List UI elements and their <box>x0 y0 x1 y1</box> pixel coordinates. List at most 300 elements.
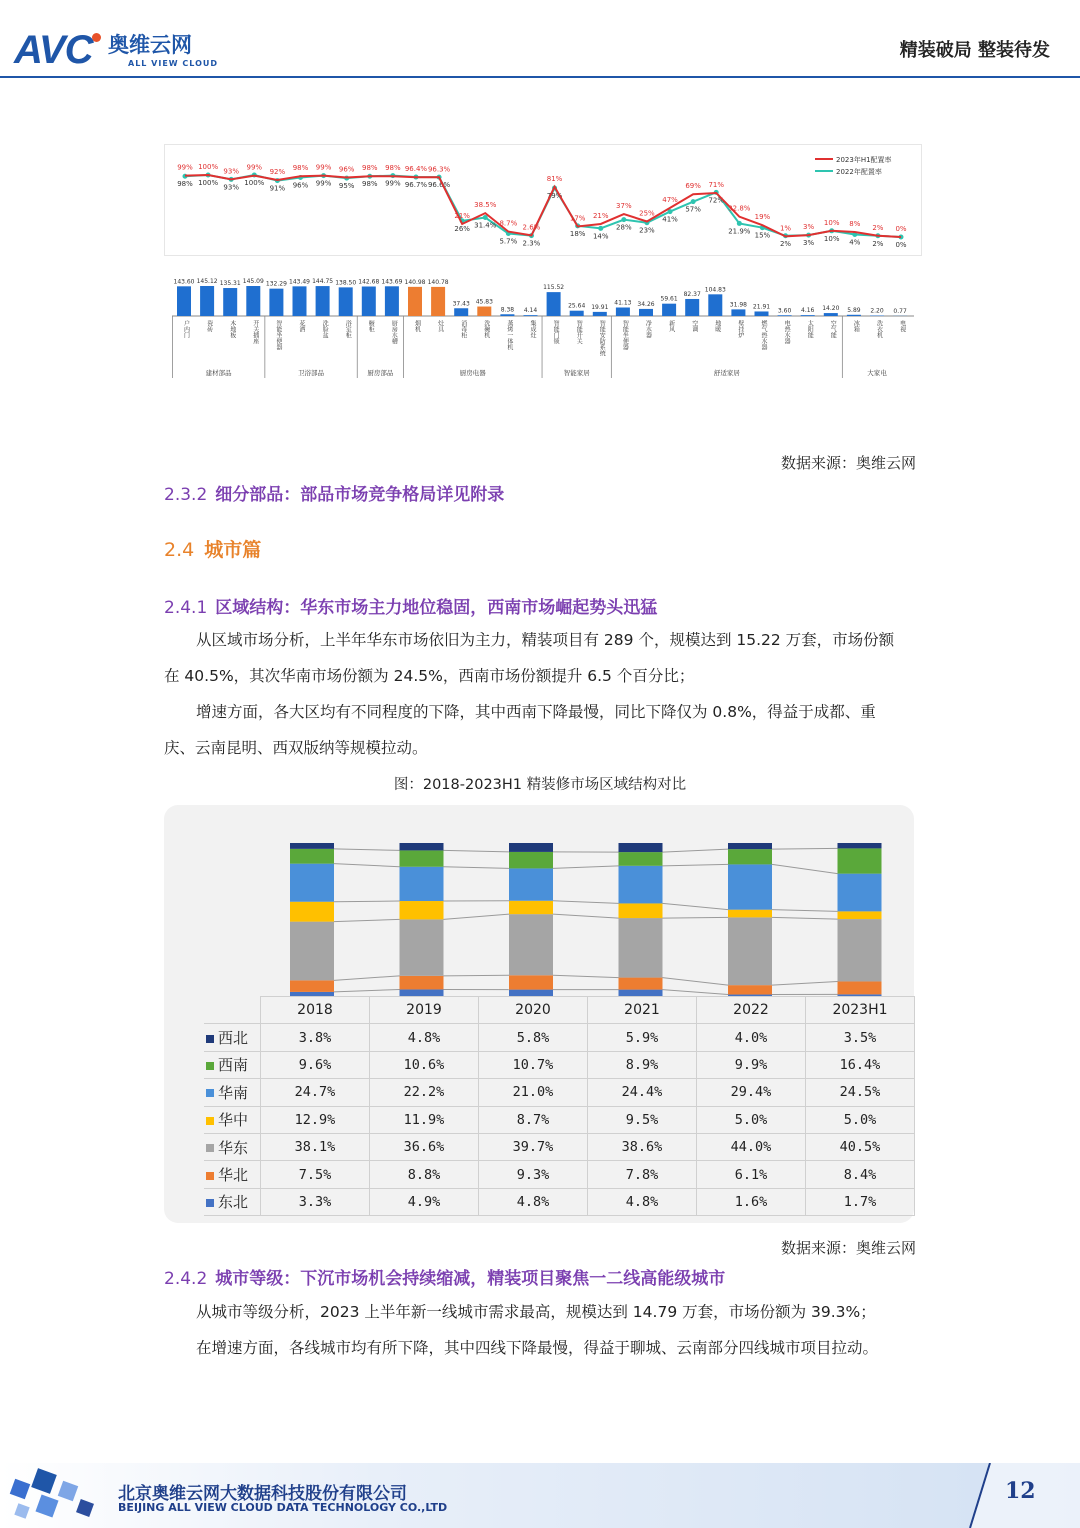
bar-value-label: 14.20 <box>822 305 840 313</box>
logo-dot-icon <box>92 33 101 42</box>
connector-line <box>772 864 838 873</box>
item-label: 洗衣机 <box>875 320 883 338</box>
data-label: 100% <box>244 179 265 187</box>
bar-segment <box>400 867 444 901</box>
column-header: 2021 <box>588 997 697 1024</box>
bar-value-label: 115.52 <box>543 284 565 292</box>
data-label: 3% <box>803 239 815 248</box>
bar-value-label: 142.68 <box>358 278 380 286</box>
connector-line <box>444 914 510 919</box>
bar-segment <box>728 910 772 918</box>
connector-line <box>334 849 400 851</box>
connector-line <box>663 990 729 995</box>
stacked-bar-chart <box>164 805 914 1005</box>
data-cell: 29.4% <box>697 1079 806 1106</box>
section-heading-2-4-2 <box>164 1264 725 1289</box>
series-name: 东北 <box>218 1193 249 1212</box>
connector-line <box>444 975 510 976</box>
data-label: 96% <box>338 165 355 174</box>
table-row <box>204 1051 915 1078</box>
paragraph-line: 在增速方面，各线城市均有所下降，其中四线下降最慢，得益于聊城、云南部分四线城市项目拉动。 <box>196 1339 879 1357</box>
bar-segment <box>400 843 444 850</box>
chart-data-table <box>204 996 915 1216</box>
data-point <box>691 199 696 204</box>
data-cell: 38.6% <box>588 1133 697 1160</box>
data-label: 96.4% <box>404 165 428 174</box>
bar-segment <box>838 843 882 848</box>
bar <box>662 304 676 316</box>
figure-caption: 图：2018-2023H1 精装修市场区域结构对比 <box>393 777 687 793</box>
bar-segment <box>290 980 334 992</box>
data-label: 10% <box>823 234 840 243</box>
data-label: 31.4% <box>474 221 497 230</box>
column-header: 2020 <box>479 997 588 1024</box>
series-label <box>204 1024 261 1051</box>
connector-line <box>772 917 838 919</box>
bar-segment <box>619 903 663 918</box>
item-label: 地暖 <box>713 320 721 332</box>
item-label: 集成灶 <box>529 320 536 338</box>
bar <box>547 292 561 316</box>
connector-line <box>663 917 729 918</box>
data-label: 96.6% <box>427 181 451 190</box>
bar <box>616 307 630 316</box>
bar <box>339 287 353 316</box>
bar-value-label: 140.78 <box>427 278 449 286</box>
bar <box>362 287 376 316</box>
bar-segment <box>728 864 772 909</box>
data-label: 5.7% <box>499 237 518 246</box>
data-label: 99% <box>315 179 332 188</box>
group-label: 智能家居 <box>563 369 590 377</box>
series-name: 华东 <box>218 1138 249 1157</box>
data-label: 99% <box>246 163 263 172</box>
item-label: 开关插座 <box>251 320 259 344</box>
item-label: 智能开关 <box>575 320 583 344</box>
paragraph-line: 从区域市场分析，上半年华东市场依旧为主力，精装项目有 289 个，规模达到 15.22 万套，市场份额 <box>196 631 895 649</box>
data-cell: 3.5% <box>806 1024 915 1051</box>
bar-value-label: 3.60 <box>777 307 792 315</box>
legend-swatch-icon <box>206 1035 214 1043</box>
bar-segment <box>290 864 334 902</box>
data-label: 26% <box>454 224 470 233</box>
legend-swatch-icon <box>206 1117 214 1125</box>
data-cell: 4.8% <box>588 1188 697 1215</box>
data-cell: 22.2% <box>370 1079 479 1106</box>
bar-value-label: 145.12 <box>196 278 218 285</box>
data-cell: 8.9% <box>588 1051 697 1078</box>
data-label: 93% <box>223 183 239 192</box>
data-label: 98% <box>385 164 401 173</box>
item-label: 智能门锁 <box>552 320 560 344</box>
bar-segment <box>509 852 553 868</box>
paragraph-line: 从城市等级分析，2023 上半年新一线城市需求最高，规模达到 14.79 万套，市场份额为 39.3%； <box>196 1303 876 1321</box>
data-label: 100% <box>198 163 219 171</box>
data-label: 28% <box>616 223 632 232</box>
bar-value-label: 143.49 <box>289 278 310 286</box>
group-label: 舒适家居 <box>713 369 740 377</box>
bar <box>477 307 491 316</box>
section-number: 2.4.1 <box>164 598 208 618</box>
connector-line <box>663 978 729 986</box>
data-cell: 5.0% <box>697 1106 806 1133</box>
bar <box>269 289 283 316</box>
data-label: 91% <box>269 184 286 193</box>
bar <box>847 315 861 316</box>
item-label: 消毒柜 <box>459 320 467 338</box>
item-label: 橱柜 <box>367 320 375 332</box>
paragraph-line: 庆、云南昆明、西双版纳等规模拉动。 <box>164 739 428 757</box>
data-cell: 5.9% <box>588 1024 697 1051</box>
item-label: 浴室柜 <box>344 320 352 338</box>
data-source: 数据来源：奥维云网 <box>780 454 916 472</box>
logo-avc: AVC <box>14 28 93 72</box>
data-label: 23% <box>639 226 655 235</box>
bar <box>385 286 399 316</box>
bar-value-label: 145.09 <box>242 278 264 286</box>
group-label: 厨房部品 <box>367 369 394 377</box>
group-label: 大家电 <box>867 369 887 377</box>
item-label: 新风 <box>667 320 675 332</box>
bar-segment <box>838 919 882 981</box>
data-cell: 24.7% <box>261 1079 370 1106</box>
item-label: 冰箱 <box>852 320 860 332</box>
data-label: 2.6% <box>522 223 541 232</box>
connector-line <box>772 848 838 849</box>
logo-cn: 奥维云网 <box>108 33 192 57</box>
connector-line <box>444 850 510 852</box>
series-label <box>204 1161 261 1188</box>
bar-segment <box>509 901 553 914</box>
table-header-row <box>204 997 915 1024</box>
bar-segment <box>619 978 663 990</box>
bar-segment <box>838 874 882 912</box>
data-cell: 4.8% <box>479 1188 588 1215</box>
paragraph-line: 在 40.5%，其次华南市场份额为 24.5%，西南市场份额提升 6.5 个百分比； <box>164 667 695 685</box>
bar-segment <box>290 849 334 864</box>
bar-value-label: 104.83 <box>704 286 726 294</box>
data-cell: 8.8% <box>370 1161 479 1188</box>
item-label: 厨房水槽 <box>390 320 398 344</box>
bar-value-label: 132.29 <box>265 280 287 288</box>
paragraph-city <box>196 1294 926 1366</box>
bar-value-label: 19.91 <box>591 303 609 311</box>
connector-line <box>553 975 619 977</box>
data-cell: 12.9% <box>261 1106 370 1133</box>
column-header: 2018 <box>261 997 370 1024</box>
bar-value-label: 5.89 <box>847 306 861 314</box>
header-divider <box>0 76 1080 78</box>
item-label: 木地板 <box>228 320 236 338</box>
table-row <box>204 1133 915 1160</box>
bar <box>200 286 214 316</box>
bar-value-label: 138.50 <box>335 279 357 287</box>
connector-line <box>334 989 400 991</box>
bar-value-label: 143.60 <box>173 278 195 286</box>
footer-company-cn: 北京奥维云网大数据科技股份有限公司 <box>118 1484 407 1504</box>
bar-segment <box>728 917 772 985</box>
bar <box>316 286 330 316</box>
bar <box>685 299 699 316</box>
series-label <box>204 1106 261 1133</box>
data-label: 96.7% <box>404 181 428 190</box>
bar-value-label: 41.13 <box>614 299 632 307</box>
data-cell: 10.7% <box>479 1051 588 1078</box>
bar-segment <box>728 849 772 864</box>
data-cell: 3.8% <box>261 1024 370 1051</box>
legend-swatch-icon <box>206 1144 214 1152</box>
bar <box>293 286 307 316</box>
data-label: 4% <box>849 238 861 247</box>
item-label: 瓷砖 <box>205 320 213 332</box>
bar-segment <box>838 848 882 873</box>
bar-segment <box>509 868 553 900</box>
bar-segment <box>509 975 553 989</box>
data-cell: 24.5% <box>806 1079 915 1106</box>
data-label: 100% <box>198 179 219 187</box>
bar-segment <box>728 985 772 994</box>
data-label: 21% <box>592 211 609 220</box>
data-label: 99% <box>385 179 401 188</box>
bar <box>177 286 191 316</box>
bar <box>454 308 468 316</box>
section-title: 区域结构：华东市场主力地位稳固，西南市场崛起势头迅猛 <box>215 598 658 618</box>
data-cell: 9.3% <box>479 1161 588 1188</box>
data-cell: 5.0% <box>806 1106 915 1133</box>
series-label <box>204 1188 261 1215</box>
data-label: 96.3% <box>427 165 451 174</box>
top-bar-chart <box>164 270 920 382</box>
connector-line <box>772 981 838 985</box>
data-label: 99% <box>315 163 332 172</box>
bar <box>731 309 745 316</box>
data-label: 98% <box>361 164 378 173</box>
data-cell: 38.1% <box>261 1133 370 1160</box>
bar <box>824 313 838 316</box>
section-heading-2-4 <box>164 535 261 562</box>
data-label: 0% <box>895 241 907 249</box>
series-label <box>204 1079 261 1106</box>
legend-swatch-icon <box>206 1199 214 1207</box>
footer-company-en: BEIJING ALL VIEW CLOUD DATA TECHNOLOGY CO.,LTD <box>118 1501 448 1514</box>
item-label: 智能安防系统 <box>598 320 606 356</box>
data-cell: 9.5% <box>588 1106 697 1133</box>
data-label: 38.5% <box>474 201 497 210</box>
section-heading-2-4-1 <box>164 593 657 618</box>
item-label: 花洒 <box>298 320 305 332</box>
data-label: 2.3% <box>522 239 541 248</box>
data-label: 0% <box>895 225 907 233</box>
bar-segment <box>619 918 663 978</box>
item-label: 洗脸盆 <box>321 320 329 338</box>
bar-value-label: 140.98 <box>404 278 426 286</box>
data-cell: 4.0% <box>697 1024 806 1051</box>
data-label: 2% <box>872 239 884 248</box>
connector-line <box>444 867 510 869</box>
item-label: 智能坐便器 <box>274 320 282 350</box>
item-label: 电视 <box>898 320 906 332</box>
bar-value-label: 45.83 <box>475 298 493 306</box>
data-label: 25% <box>639 209 655 218</box>
series-name: 西南 <box>218 1056 249 1075</box>
group-label: 厨房电器 <box>459 369 486 377</box>
data-label: 32.8% <box>728 204 751 213</box>
bar-segment <box>400 850 444 866</box>
data-cell: 4.8% <box>370 1024 479 1051</box>
bar-segment <box>728 843 772 849</box>
data-label: 2% <box>872 223 884 232</box>
data-label: 14% <box>592 232 609 241</box>
item-label: 净水器 <box>644 320 652 338</box>
bar-value-label: 59.61 <box>660 295 678 303</box>
data-label: 18% <box>569 229 586 238</box>
item-label: 空气能 <box>829 320 837 338</box>
data-cell: 6.1% <box>697 1161 806 1188</box>
data-label: 72% <box>708 196 725 205</box>
data-label: 99% <box>177 163 193 172</box>
bar-segment <box>619 843 663 852</box>
connector-line <box>334 864 400 867</box>
bar <box>431 287 445 316</box>
connector-line <box>663 903 729 909</box>
item-label: 蒸烤一体机 <box>505 320 513 350</box>
top-line-chart <box>164 144 922 256</box>
item-label: 智能坐便器 <box>621 320 629 350</box>
bar-value-label: 135.31 <box>219 280 241 288</box>
data-label: 79% <box>546 192 563 201</box>
data-point <box>598 226 603 231</box>
column-header: 2022 <box>697 997 806 1024</box>
data-cell: 1.6% <box>697 1188 806 1215</box>
data-label: 8.7% <box>499 219 518 228</box>
data-label: 21.9% <box>728 227 751 236</box>
data-cell: 8.4% <box>806 1161 915 1188</box>
bar <box>778 315 792 316</box>
paragraph-region <box>164 622 918 766</box>
bar <box>801 315 815 316</box>
bar-value-label: 8.38 <box>500 306 515 314</box>
group-label: 卫浴部品 <box>298 369 325 377</box>
data-label: 47% <box>662 195 678 204</box>
bar-segment <box>838 911 882 919</box>
paragraph-line: 增速方面，各大区均有不同程度的下降，其中西南下降最慢，同比下降仅为 0.8%，得益于成都、重 <box>196 703 876 721</box>
section-number: 2.4.2 <box>164 1269 208 1289</box>
legend-swatch-icon <box>206 1172 214 1180</box>
logo-en: ALL VIEW CLOUD <box>128 59 219 68</box>
bar-segment <box>400 901 444 919</box>
bar-segment <box>290 843 334 849</box>
item-label: 烟机 <box>413 320 421 332</box>
series-label <box>204 1051 261 1078</box>
bar-value-label: 4.16 <box>801 307 815 315</box>
data-cell: 24.4% <box>588 1079 697 1106</box>
table-row <box>204 1024 915 1051</box>
section-title: 城市等级：下沉市场机会持续缩减，精装项目聚焦一二线高能级城市 <box>215 1269 726 1289</box>
bar <box>639 309 653 316</box>
data-cell: 10.6% <box>370 1051 479 1078</box>
table-corner <box>204 997 261 1024</box>
data-label: 92% <box>269 167 286 176</box>
bar <box>593 312 607 316</box>
data-label: 98% <box>361 180 378 189</box>
data-cell: 40.5% <box>806 1133 915 1160</box>
bar-segment <box>400 976 444 990</box>
data-cell: 16.4% <box>806 1051 915 1078</box>
section-heading-2-3-2 <box>164 480 504 505</box>
item-label: 灶具 <box>436 320 444 332</box>
table-row <box>204 1079 915 1106</box>
bar-segment <box>290 902 334 922</box>
bar-value-label: 0.77 <box>893 307 907 315</box>
data-label: 71% <box>708 180 725 189</box>
bar <box>524 315 538 316</box>
bar-value-label: 31.98 <box>729 301 747 309</box>
group-label: 建材部品 <box>205 369 232 377</box>
data-cell: 11.9% <box>370 1106 479 1133</box>
data-label: 3% <box>803 223 815 232</box>
data-label: 37% <box>616 202 632 211</box>
bar-value-label: 25.64 <box>568 302 586 310</box>
data-label: 93% <box>223 167 239 176</box>
connector-line <box>334 919 400 921</box>
data-cell: 1.7% <box>806 1188 915 1215</box>
data-label: 2% <box>779 239 792 248</box>
header-slogan: 精装破局 整装待发 <box>899 40 1050 61</box>
data-label: 57% <box>685 205 701 214</box>
connector-line <box>663 849 729 852</box>
item-label: 洗碗机 <box>482 320 490 338</box>
data-label: 10% <box>823 218 840 227</box>
connector-line <box>553 901 619 904</box>
section-title: 城市篇 <box>204 539 262 561</box>
section-number: 2.4 <box>164 539 195 561</box>
data-label: 15% <box>754 231 771 240</box>
item-label: 户内门 <box>182 320 190 338</box>
bar-segment <box>509 843 553 852</box>
bar-value-label: 144.75 <box>312 278 334 286</box>
legend-label: 2022年配置率 <box>836 168 882 176</box>
series-name: 华南 <box>218 1083 249 1102</box>
table-row <box>204 1188 915 1215</box>
bar-value-label: 82.37 <box>683 290 701 298</box>
bar <box>246 286 260 316</box>
item-label: 电热水器 <box>783 320 791 344</box>
data-cell: 39.7% <box>479 1133 588 1160</box>
legend-label: 2023年H1配置率 <box>836 156 892 164</box>
bar <box>708 294 722 316</box>
table-row <box>204 1106 915 1133</box>
data-label: 17% <box>569 214 586 223</box>
item-label: 空调 <box>690 320 698 332</box>
data-cell: 44.0% <box>697 1133 806 1160</box>
bar-segment <box>619 866 663 904</box>
legend-swatch-icon <box>206 1062 214 1070</box>
bar-segment <box>619 852 663 866</box>
bar-segment <box>838 981 882 994</box>
legend-swatch-icon <box>206 1089 214 1097</box>
connector-line <box>772 910 838 912</box>
bar-value-label: 34.26 <box>637 300 655 308</box>
data-label: 95% <box>338 182 355 191</box>
data-label: 69% <box>685 182 701 191</box>
data-label: 8% <box>849 220 861 229</box>
data-cell: 9.9% <box>697 1051 806 1078</box>
section-title: 细分部品：部品市场竞争格局详见附录 <box>215 485 505 505</box>
table-row <box>204 1161 915 1188</box>
bar <box>755 311 769 316</box>
data-label: 98% <box>177 180 193 189</box>
data-label: 1% <box>779 224 792 233</box>
